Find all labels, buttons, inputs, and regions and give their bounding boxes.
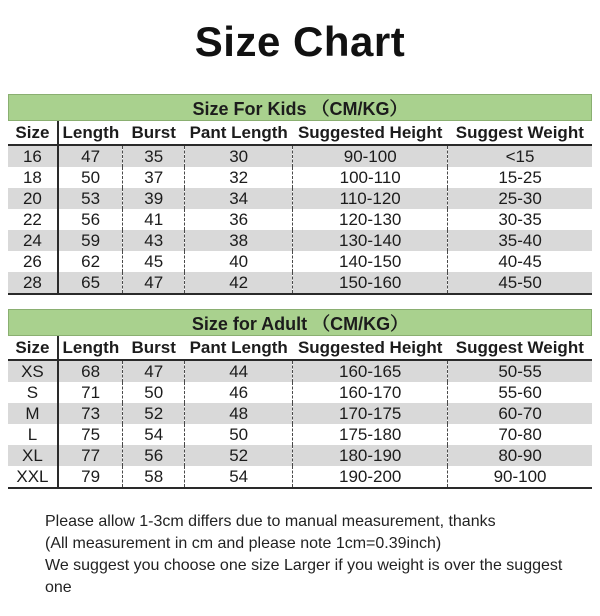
table-cell: 36 [185,209,293,230]
table-cell: 180-190 [293,445,448,466]
table-cell: 170-175 [293,403,448,424]
table-cell: 90-100 [293,145,448,167]
table-cell: 150-160 [293,272,448,294]
table-cell: 50 [123,382,185,403]
table-cell: 54 [185,466,293,488]
table-cell: 50-55 [448,360,592,382]
table-cell: 47 [81,146,101,166]
table-cell: 32 [185,167,293,188]
adult-size-section [8,309,592,489]
header-row [8,336,592,360]
column-header: Size [8,336,58,360]
table-cell: S [8,382,58,403]
table-row [8,230,592,251]
table-cell: 38 [185,230,293,251]
header-row [8,121,592,145]
table-cell: 75 [81,424,101,444]
table-row [8,445,592,466]
table-cell: 68 [81,361,101,381]
table-cell: 25-30 [448,188,592,209]
table-cell: 77 [81,445,101,465]
table-cell: 48 [185,403,293,424]
table-cell: 47 [123,272,185,294]
column-header: Suggest Weight [448,336,592,360]
table-cell: <15 [448,145,592,167]
adult-table-head [8,336,592,360]
table-cell: 46 [185,382,293,403]
table-cell: 50 [185,424,293,445]
table-row [8,251,592,272]
table-row [8,403,592,424]
table-cell: 22 [8,209,58,230]
kids-size-section [8,94,592,295]
table-cell: 71 [81,382,101,402]
column-header: Suggest Weight [448,121,592,145]
column-header: Length [58,121,123,145]
column-header: Burst [123,336,185,360]
table-cell: 40 [185,251,293,272]
column-header: Pant Length [185,121,293,145]
table-cell: 160-165 [293,360,448,382]
table-cell: 45 [123,251,185,272]
table-cell: 52 [123,403,185,424]
table-cell: 37 [123,167,185,188]
table-cell: 34 [185,188,293,209]
kids-section-header [8,94,592,121]
table-cell: 120-130 [293,209,448,230]
table-cell: 42 [185,272,293,294]
adult-table-body [8,360,592,488]
table-row [8,188,592,209]
table-cell: 56 [81,209,101,229]
table-cell: XL [8,445,58,466]
table-cell: 70-80 [448,424,592,445]
table-cell: M [8,403,58,424]
table-cell: 160-170 [293,382,448,403]
table-row [8,167,592,188]
table-cell: 24 [8,230,58,251]
table-cell: 18 [8,167,58,188]
note-line: We suggest you choose one size Larger if you weight is over the suggest one [45,557,563,596]
table-cell: 53 [81,188,101,208]
table-cell: 35 [123,145,185,167]
note-line: Please allow 1-3cm differs due to manual measurement, thanks [45,513,496,530]
table-cell: 58 [123,466,185,488]
table-cell: 26 [8,251,58,272]
kids-table-head [8,121,592,145]
table-cell: 62 [81,251,101,271]
table-cell: 41 [123,209,185,230]
column-header: Burst [123,121,185,145]
table-cell: 15-25 [448,167,592,188]
table-cell: 56 [123,445,185,466]
table-cell: 35-40 [448,230,592,251]
table-cell: XXL [8,466,58,488]
table-cell: 80-90 [448,445,592,466]
table-cell: 190-200 [293,466,448,488]
adult-size-table [8,336,592,489]
table-row [8,209,592,230]
table-cell: 73 [81,403,101,423]
table-cell: 28 [8,272,58,294]
table-cell: 60-70 [448,403,592,424]
kids-table-body [8,145,592,294]
table-cell: 175-180 [293,424,448,445]
note-line: (All measurement in cm and please note 1cm=0.39inch) [45,535,442,552]
table-cell: 43 [123,230,185,251]
table-cell: 65 [81,272,101,292]
table-cell: 44 [185,360,293,382]
table-cell: 54 [123,424,185,445]
measurement-notes [45,511,590,599]
table-row [8,272,592,294]
table-cell: 90-100 [448,466,592,488]
table-row [8,424,592,445]
table-cell: 30-35 [448,209,592,230]
table-cell: 55-60 [448,382,592,403]
column-header: Length [58,336,123,360]
kids-section-title: Size For Kids （CM/KG） [192,98,408,119]
table-cell: XS [8,360,58,382]
table-cell: 100-110 [293,167,448,188]
column-header: Size [8,121,58,145]
table-row [8,145,592,167]
table-row [8,466,592,488]
table-cell: 130-140 [293,230,448,251]
table-cell: 52 [185,445,293,466]
adult-section-title: Size for Adult （CM/KG） [191,313,409,334]
table-cell: 30 [185,145,293,167]
table-cell: 50 [81,167,101,187]
kids-size-table [8,121,592,295]
table-cell: 45-50 [448,272,592,294]
table-row [8,382,592,403]
column-header: Suggested Height [293,121,448,145]
table-row [8,360,592,382]
table-cell: L [8,424,58,445]
table-cell: 16 [8,145,58,167]
table-cell: 47 [123,360,185,382]
adult-section-header [8,309,592,336]
table-cell: 110-120 [293,188,448,209]
table-cell: 79 [81,466,101,486]
table-cell: 20 [8,188,58,209]
table-cell: 40-45 [448,251,592,272]
table-cell: 39 [123,188,185,209]
table-cell: 140-150 [293,251,448,272]
column-header: Suggested Height [293,336,448,360]
column-header: Pant Length [185,336,293,360]
page-title: Size Chart [194,18,406,65]
table-cell: 59 [81,230,101,250]
